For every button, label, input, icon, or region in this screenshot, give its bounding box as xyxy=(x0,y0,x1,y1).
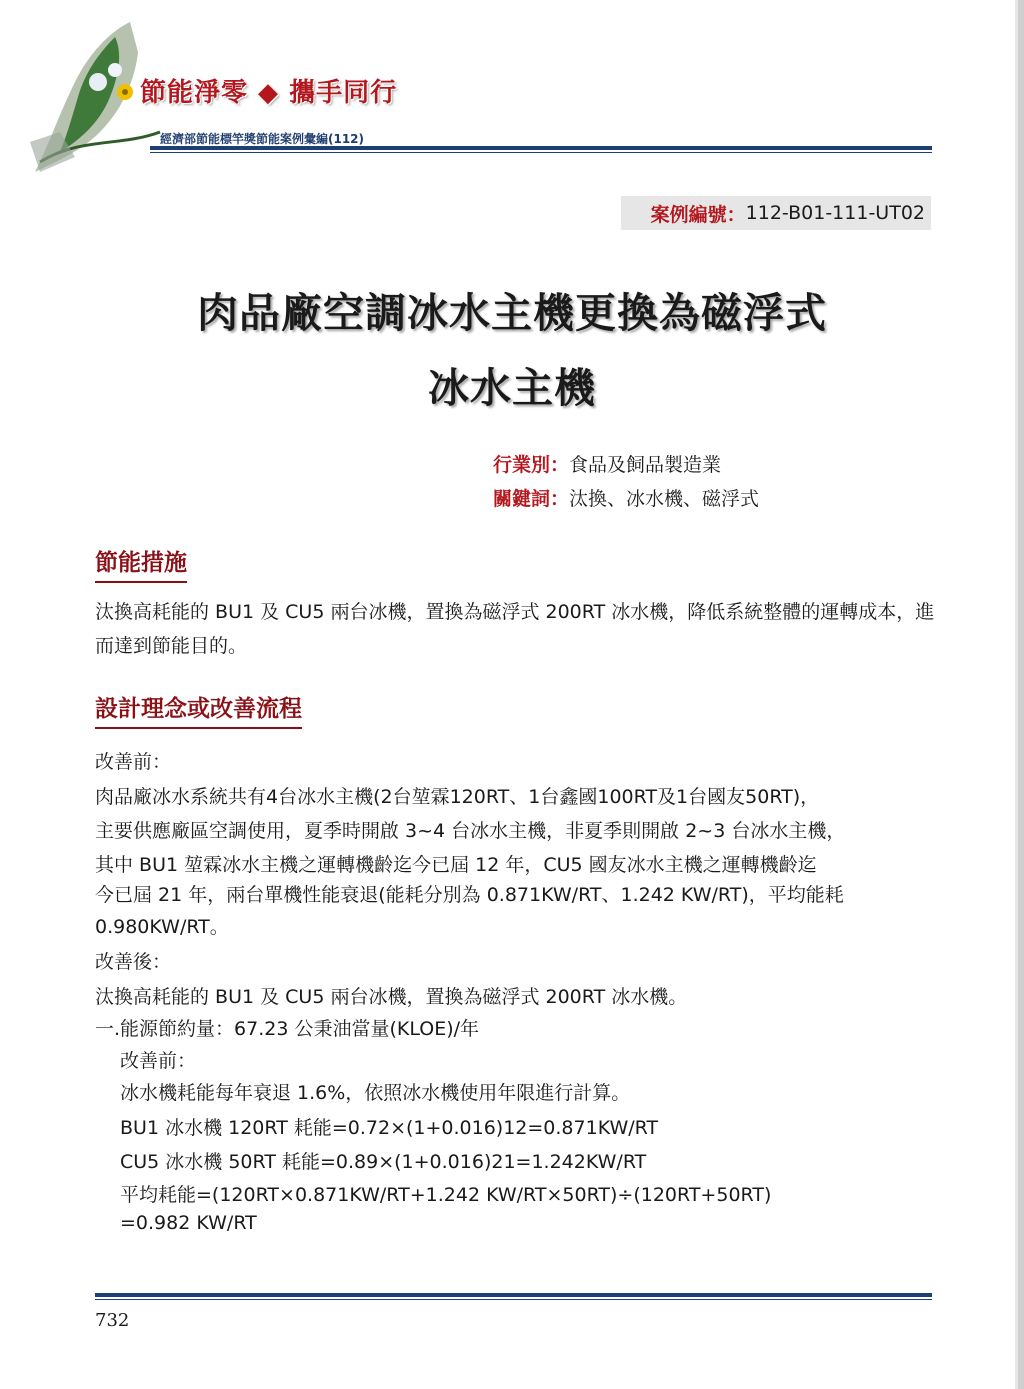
indented-line: BU1 冰水機 120RT 耗能=0.72×(1+0.016)12=0.871KW/RT xyxy=(120,1117,659,1139)
indented-line: 改善前： xyxy=(120,1050,197,1072)
text-line: 改善前： xyxy=(95,751,172,773)
text-line: 改善後： xyxy=(95,951,172,973)
text-line: 汰換高耗能的 BU1 及 CU5 兩台冰機，置換為磁浮式 200RT 冰水機。 xyxy=(95,986,688,1008)
text-line: 其中 BU1 堃霖冰水主機之運轉機齡迄今已屆 12 年，CU5 國友冰水主機之運轉機齡迄 xyxy=(95,854,817,876)
indented-line: =0.982 KW/RT xyxy=(120,1212,257,1234)
industry-value: 食品及飼品製造業 xyxy=(569,454,722,476)
indented-line: 平均耗能=(120RT×0.871KW/RT+1.242 KW/RT×50RT)÷(120RT+50RT) xyxy=(120,1184,772,1206)
text-line: 主要供應廠區空調使用，夏季時開啟 3~4 台冰水主機，非夏季則開啟 2~3 台冰水主機， xyxy=(95,820,846,842)
footer-divider xyxy=(95,1293,932,1297)
text-line: 今已屆 21 年，兩台單機性能衰退(能耗分別為 0.871KW/RT、1.242 KW/RT)，平均能耗 xyxy=(95,884,844,906)
header-subtitle: 經濟部節能標竿獎節能案例彙編(112) xyxy=(160,132,365,146)
case-number-value: 112-B01-111-UT02 xyxy=(745,202,925,224)
section-heading-design: 設計理念或改善流程 xyxy=(95,690,302,729)
indented-line: CU5 冰水機 50RT 耗能=0.89×(1+0.016)21=1.242KW/RT xyxy=(120,1151,647,1173)
case-number-badge xyxy=(621,196,931,230)
keywords-label: 關鍵詞： xyxy=(493,488,570,510)
industry-label: 行業別： xyxy=(493,454,570,476)
case-number-label: 案例編號： xyxy=(650,203,746,226)
page-title-line1: 肉品廠空調冰水主機更換為磁浮式 xyxy=(197,289,827,337)
text-line: 一.能源節約量：67.23 公秉油當量(KLOE)/年 xyxy=(95,1018,480,1040)
keywords-row xyxy=(493,484,759,511)
measures-paragraph: 汰換高耗能的 BU1 及 CU5 兩台冰機，置換為磁浮式 200RT 冰水機，降低系統整體的運轉成本，進而達到節能目的。 xyxy=(95,601,935,657)
page-edge xyxy=(1018,0,1024,1389)
page-title-line2: 冰水主機 xyxy=(428,364,596,412)
section-heading-measures: 節能措施 xyxy=(95,544,187,583)
text-line: 肉品廠冰水系統共有4台冰水主機(2台堃霖120RT、1台鑫國100RT及1台國友50RT)， xyxy=(95,786,820,808)
header-slogan: 節能淨零 ◆ 攜手同行 xyxy=(140,78,398,108)
page-number: 732 xyxy=(95,1310,130,1331)
footer-divider-thin xyxy=(95,1299,932,1300)
industry-row xyxy=(493,450,721,477)
header-divider-thin xyxy=(150,152,932,153)
text-line: 0.980KW/RT。 xyxy=(95,916,229,938)
keywords-value: 汰換、冰水機、磁浮式 xyxy=(569,488,760,510)
header-divider xyxy=(150,146,932,150)
indented-line: 冰水機耗能每年衰退 1.6%，依照冰水機使用年限進行計算。 xyxy=(120,1082,631,1104)
